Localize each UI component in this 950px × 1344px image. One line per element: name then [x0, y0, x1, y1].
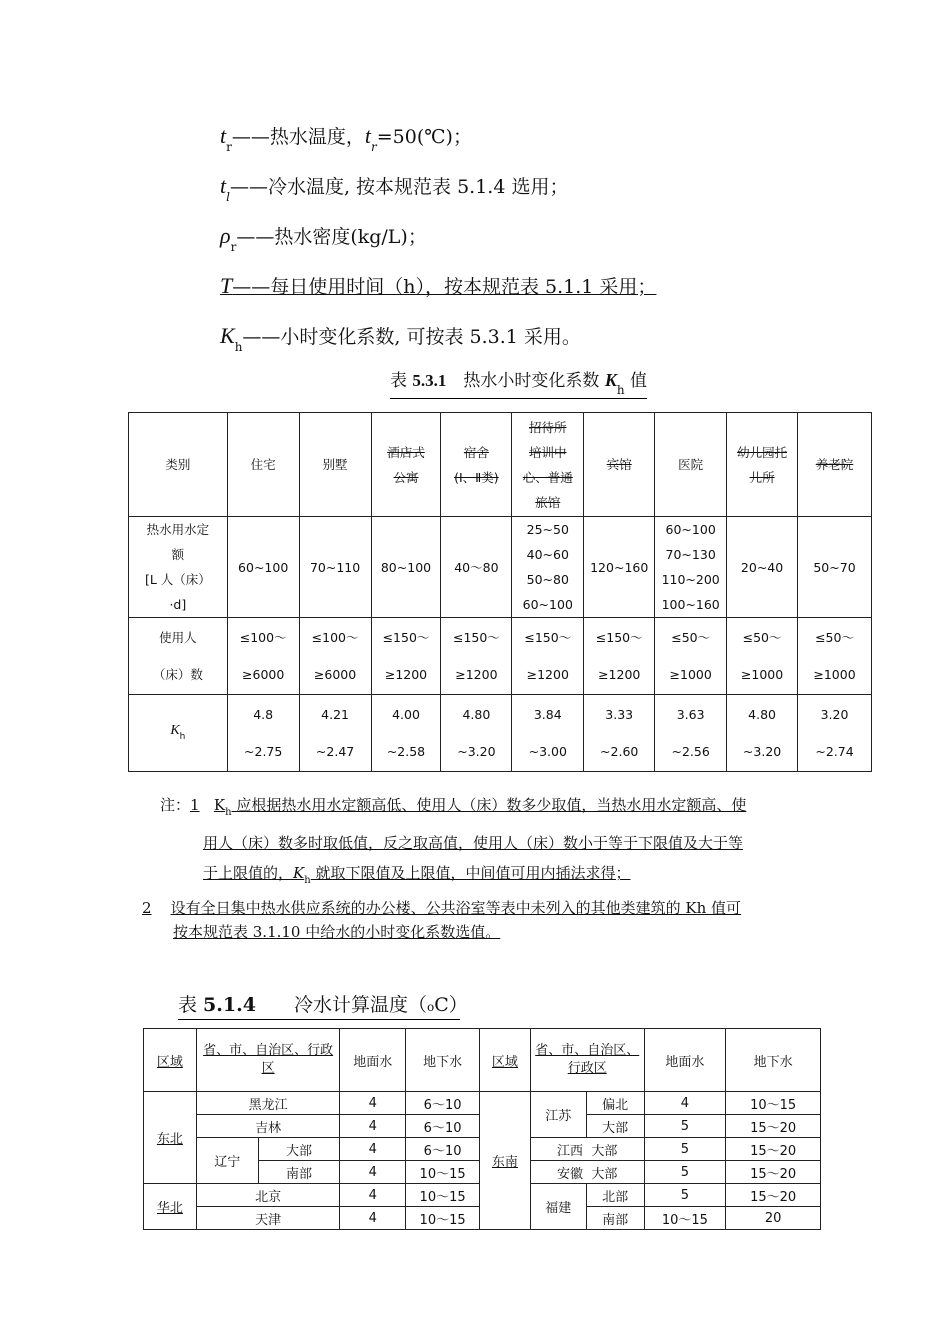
subplace-cell: 大部 [258, 1138, 340, 1161]
cell-line: 100~160 [661, 597, 720, 612]
quota-cell [798, 517, 872, 618]
quota-cell [584, 517, 655, 618]
kh-cell [655, 695, 727, 772]
definition-text: =50(℃)； [376, 126, 472, 148]
kh-cell [227, 695, 299, 772]
cell-line: ≤150～ [382, 630, 430, 645]
cell-line: 宾馆 [606, 457, 632, 472]
ground-cell: 15～20 [726, 1161, 821, 1184]
cell-line: 60~100 [665, 522, 716, 537]
notes-label: 注： [160, 796, 191, 814]
cell-line: 4.21 [321, 707, 349, 722]
note-text: 按本规范表 3.1.10 中给水的小时变化系数选值。 [173, 923, 501, 941]
ground-cell: 10～15 [406, 1184, 480, 1207]
cell-line: 40～80 [454, 559, 499, 575]
kh-cell [512, 695, 584, 772]
cell-line: 儿所 [749, 469, 775, 485]
quota-row [129, 517, 872, 618]
kh-cell [371, 695, 441, 772]
cell-line: 医院 [678, 457, 704, 472]
quota-cell [655, 517, 727, 618]
caption-symbol: K [604, 370, 617, 390]
cell-line: 招待所 [529, 419, 567, 435]
surface-cell: 5 [644, 1184, 726, 1207]
caption-subscript: h [616, 383, 625, 397]
cell-line: 别墅 [322, 457, 348, 472]
cell-line: ≤150～ [595, 630, 643, 645]
cell-line: ~2.60 [600, 744, 639, 759]
cell-line: 3.63 [676, 707, 705, 722]
cell-line: ≥1200 [455, 667, 498, 682]
cell-line: ~3.20 [742, 744, 782, 759]
note-2 [142, 896, 822, 944]
table-header-row [129, 413, 872, 517]
ground-cell: 6～10 [406, 1092, 480, 1115]
kh-cell [299, 695, 371, 772]
table-row [480, 1184, 821, 1207]
column-header [798, 413, 872, 517]
symbol: t [220, 173, 227, 198]
region-header: 区域 [144, 1029, 197, 1092]
note-text: 应根据热水用水定额高低、使用人（床）数多少取值，当热水用水定额高、使 [231, 796, 747, 814]
surface-cell: 5 [644, 1115, 726, 1138]
cell-line: 70~110 [309, 559, 361, 575]
place-header: 省、市、自治区、行政区 [196, 1029, 340, 1092]
users-cell [299, 618, 371, 695]
definition-text: 热水温度， [269, 126, 365, 148]
place-cell: 北京 [196, 1184, 340, 1207]
cell-line: 使用人 [159, 630, 197, 645]
caption-suffix: 值 [624, 371, 647, 391]
surface-cell: 4 [644, 1092, 726, 1115]
note-2-line-1 [142, 896, 822, 920]
caption-text: 热水小时变化系数 [446, 371, 605, 391]
cell-line: 心、普通 [522, 469, 573, 485]
users-cell [798, 618, 872, 695]
cell-line: ≤150～ [524, 630, 572, 645]
definition-text: 热水密度(kg/L)； [274, 226, 427, 248]
note-text: 于上限值的， [203, 864, 294, 882]
place-cell: 辽宁 [196, 1138, 258, 1184]
kh-cell [584, 695, 655, 772]
definition-text: 冷水温度, 按本规范表 5.1.4 选用； [267, 176, 569, 198]
subscript: r [226, 140, 232, 154]
subplace-cell: 北部 [586, 1184, 644, 1207]
region-header: 区域 [480, 1029, 531, 1092]
cell-line: ≥1200 [384, 667, 428, 682]
note-1-line-2: 用人（床）数多时取低值，反之取高值，使用人（床）数小于等于下限值及大于等 [203, 834, 744, 852]
ground-cell: 10～15 [406, 1161, 480, 1184]
table-row [480, 1161, 821, 1184]
ground-cell: 10～15 [406, 1207, 480, 1230]
ground-cell: 15～20 [726, 1138, 821, 1161]
caption-unit: C） [434, 994, 468, 1016]
kh-subscript: h [225, 807, 232, 818]
ground-cell: 15～20 [726, 1184, 821, 1207]
cell-line: ≥6000 [242, 667, 285, 682]
table-header-row [144, 1029, 480, 1092]
users-cell [584, 618, 655, 695]
cell-line: 3.33 [605, 707, 634, 722]
surface-cell: 5 [644, 1161, 726, 1184]
users-cell [227, 618, 299, 695]
region-cell: 华北 [144, 1184, 197, 1230]
quota-cell [727, 517, 798, 618]
column-header [441, 413, 512, 517]
table-5-1-4-left [143, 1028, 480, 1230]
cell-line: 公寓 [393, 469, 419, 485]
cell-line: ≤50～ [671, 630, 711, 645]
ground-cell: 6～10 [406, 1115, 480, 1138]
caption-unit-degree: o [426, 1000, 435, 1014]
definition-tr [220, 118, 656, 168]
cell-line: ≥1200 [526, 667, 569, 682]
place-cell: 吉林 [196, 1115, 340, 1138]
cell-line: 额 [171, 547, 185, 562]
column-header [371, 413, 441, 517]
dash: —— [232, 276, 271, 298]
kh-subscript: h [304, 875, 311, 886]
table-5-1-4-caption [178, 990, 468, 1020]
cell-line: 4.80 [748, 707, 776, 722]
ground-water-header: 地下水 [406, 1029, 480, 1092]
cell-line: 4.00 [392, 707, 420, 722]
cell-line: 幼儿园托 [737, 444, 788, 460]
cell-line: 70~130 [665, 547, 716, 562]
subplace-cell: 大部 [586, 1115, 644, 1138]
ground-cell: 20 [726, 1207, 821, 1230]
cell-line: 宿舍 [463, 444, 489, 460]
symbol: ρ [220, 223, 231, 248]
cell-line: 住宅 [250, 457, 276, 472]
cell-line: 60~100 [238, 559, 289, 575]
quota-cell [371, 517, 441, 618]
note-number: 2 [142, 899, 152, 917]
cell-line: ~3.20 [457, 744, 496, 759]
kh-subscript: h [179, 731, 186, 742]
users-cell [371, 618, 441, 695]
cell-line: （床）数 [152, 667, 203, 682]
users-label [129, 618, 228, 695]
surface-cell: 4 [340, 1184, 406, 1207]
place-cell: 江西 大部 [530, 1138, 644, 1161]
symbol: K [220, 323, 235, 348]
cell-line: ~2.74 [815, 744, 854, 759]
note-number: 1 [190, 796, 200, 814]
definition-tl [220, 168, 656, 218]
region-cell: 东北 [144, 1092, 197, 1184]
column-header [584, 413, 655, 517]
cell-line: ~2.58 [386, 744, 426, 759]
kh-cell [727, 695, 798, 772]
column-header [299, 413, 371, 517]
ground-water-header: 地下水 [726, 1029, 821, 1092]
place-cell: 福建 [530, 1184, 586, 1230]
cell-line: ~2.56 [671, 744, 710, 759]
category-header: 类别 [129, 413, 228, 517]
definition-T [220, 268, 656, 318]
cell-line: ≥1200 [598, 667, 641, 682]
table-header-row [480, 1029, 821, 1092]
users-cell [441, 618, 512, 695]
subscript: h [234, 340, 243, 354]
caption-prefix: 表 [390, 371, 413, 391]
cell-line: (Ⅰ、Ⅱ类) [454, 469, 499, 485]
cell-line: ≥1000 [669, 667, 712, 682]
surface-water-header: 地面水 [644, 1029, 726, 1092]
cell-line: 120~160 [590, 559, 649, 575]
caption-prefix: 表 [178, 994, 204, 1016]
symbol: t [364, 123, 372, 148]
caption-number: 5.3.1 [412, 371, 447, 390]
place-cell: 江苏 [530, 1092, 586, 1138]
table-row [480, 1092, 821, 1115]
subscript: r [230, 240, 237, 254]
place-header: 省、市、自治区、行政区 [530, 1029, 644, 1092]
surface-cell: 4 [340, 1115, 406, 1138]
surface-cell: 10～15 [644, 1207, 726, 1230]
note-2-line-2 [142, 920, 822, 944]
ground-cell: 10～15 [726, 1092, 821, 1115]
quota-cell [227, 517, 299, 618]
quota-cell [512, 517, 584, 618]
table-5-1-4-right [479, 1028, 821, 1230]
cell-line: ·d] [169, 597, 187, 612]
table-5-3-1 [128, 412, 872, 772]
cell-line: 25~50 [526, 522, 569, 537]
cell-line: 旅馆 [535, 494, 561, 510]
place-cell: 黑龙江 [196, 1092, 340, 1115]
cell-line: ≥1000 [740, 667, 784, 682]
kh-label [129, 695, 228, 772]
surface-cell: 4 [340, 1138, 406, 1161]
cell-line: 养老院 [815, 457, 854, 472]
caption-number: 5.1.4 [203, 994, 256, 1016]
column-header [227, 413, 299, 517]
table-notes [160, 790, 820, 896]
symbol-definitions [220, 118, 656, 368]
ground-cell: 6～10 [406, 1138, 480, 1161]
users-cell [512, 618, 584, 695]
dash: —— [242, 326, 281, 348]
dash: —— [236, 226, 275, 248]
note-1-line-3 [160, 858, 820, 896]
note-1-line-1 [160, 790, 820, 828]
cell-line: 20~40 [740, 559, 784, 575]
dash: —— [229, 176, 268, 198]
table-row [144, 1092, 480, 1115]
subscript: l [226, 190, 230, 204]
kh-cell [441, 695, 512, 772]
place-cell: 安徽 大部 [530, 1161, 644, 1184]
subscript: r [371, 140, 377, 154]
cell-line: 40~60 [526, 547, 569, 562]
column-header [512, 413, 584, 517]
note-text: 设有全日集中热水供应系统的办公楼、公共浴室等表中未列入的其他类建筑的 Kh 值可 [170, 899, 742, 917]
column-header [727, 413, 798, 517]
surface-cell: 5 [644, 1138, 726, 1161]
cell-line: ~2.75 [244, 744, 283, 759]
kh-row [129, 695, 872, 772]
symbol: T [220, 273, 233, 298]
cell-line: 热水用水定 [146, 522, 210, 537]
subplace-cell: 偏北 [586, 1092, 644, 1115]
cell-line: ≤100～ [311, 630, 359, 645]
cell-line: 4.80 [462, 707, 491, 722]
cell-line: [L 人（床） [144, 572, 211, 587]
quota-cell [441, 517, 512, 618]
quota-cell [299, 517, 371, 618]
table-row [480, 1138, 821, 1161]
table-5-3-1-caption [390, 366, 647, 399]
cell-line: 50~70 [813, 559, 856, 575]
kh-cell [798, 695, 872, 772]
dash: —— [231, 126, 270, 148]
cell-line: 80~100 [380, 559, 432, 575]
cell-line: 110~200 [661, 572, 720, 587]
cell-line: 50~80 [526, 572, 569, 587]
cell-line: ≤50～ [815, 630, 854, 645]
definition-rho [220, 218, 656, 268]
subplace-cell: 南部 [258, 1161, 340, 1184]
cell-line: 酒店式 [387, 444, 425, 460]
users-cell [655, 618, 727, 695]
cell-line: ≤100～ [239, 630, 287, 645]
quota-label [129, 517, 228, 618]
cell-line: ~3.00 [528, 744, 567, 759]
cell-line: 3.20 [820, 707, 849, 722]
cell-line: 4.8 [253, 707, 274, 722]
cell-line: ~2.47 [315, 744, 355, 759]
definition-text: 小时变化系数, 可按表 5.3.1 采用。 [280, 326, 581, 348]
caption-text: 冷水计算温度（ [255, 994, 427, 1016]
place-cell: 天津 [196, 1207, 340, 1230]
surface-cell: 4 [340, 1092, 406, 1115]
users-cell [727, 618, 798, 695]
note-text: 就取下限值及上限值，中间值可用内插法求得； [310, 864, 631, 882]
users-row [129, 618, 872, 695]
cell-line: ≤50～ [742, 630, 782, 645]
cell-line: 60~100 [522, 597, 573, 612]
definition-text: 每日使用时间（h），按本规范表 5.1.1 采用； [270, 276, 657, 298]
surface-cell: 4 [340, 1207, 406, 1230]
cell-line: 培训中 [529, 444, 567, 460]
kh-symbol: K [293, 864, 305, 882]
column-header [655, 413, 727, 517]
cell-line: ≤150～ [452, 630, 500, 645]
symbol: t [220, 123, 227, 148]
table-row [144, 1184, 480, 1207]
surface-cell: 4 [340, 1161, 406, 1184]
cell-line: 3.84 [533, 707, 562, 722]
cell-line: ≥1000 [813, 667, 856, 682]
definition-kh [220, 318, 656, 368]
kh-symbol: K [170, 722, 180, 738]
region-cell: 东南 [480, 1092, 531, 1230]
surface-water-header: 地面水 [340, 1029, 406, 1092]
kh-symbol: K [213, 796, 226, 814]
subplace-cell: 南部 [586, 1207, 644, 1230]
cell-line: ≥6000 [313, 667, 357, 682]
ground-cell: 15～20 [726, 1115, 821, 1138]
